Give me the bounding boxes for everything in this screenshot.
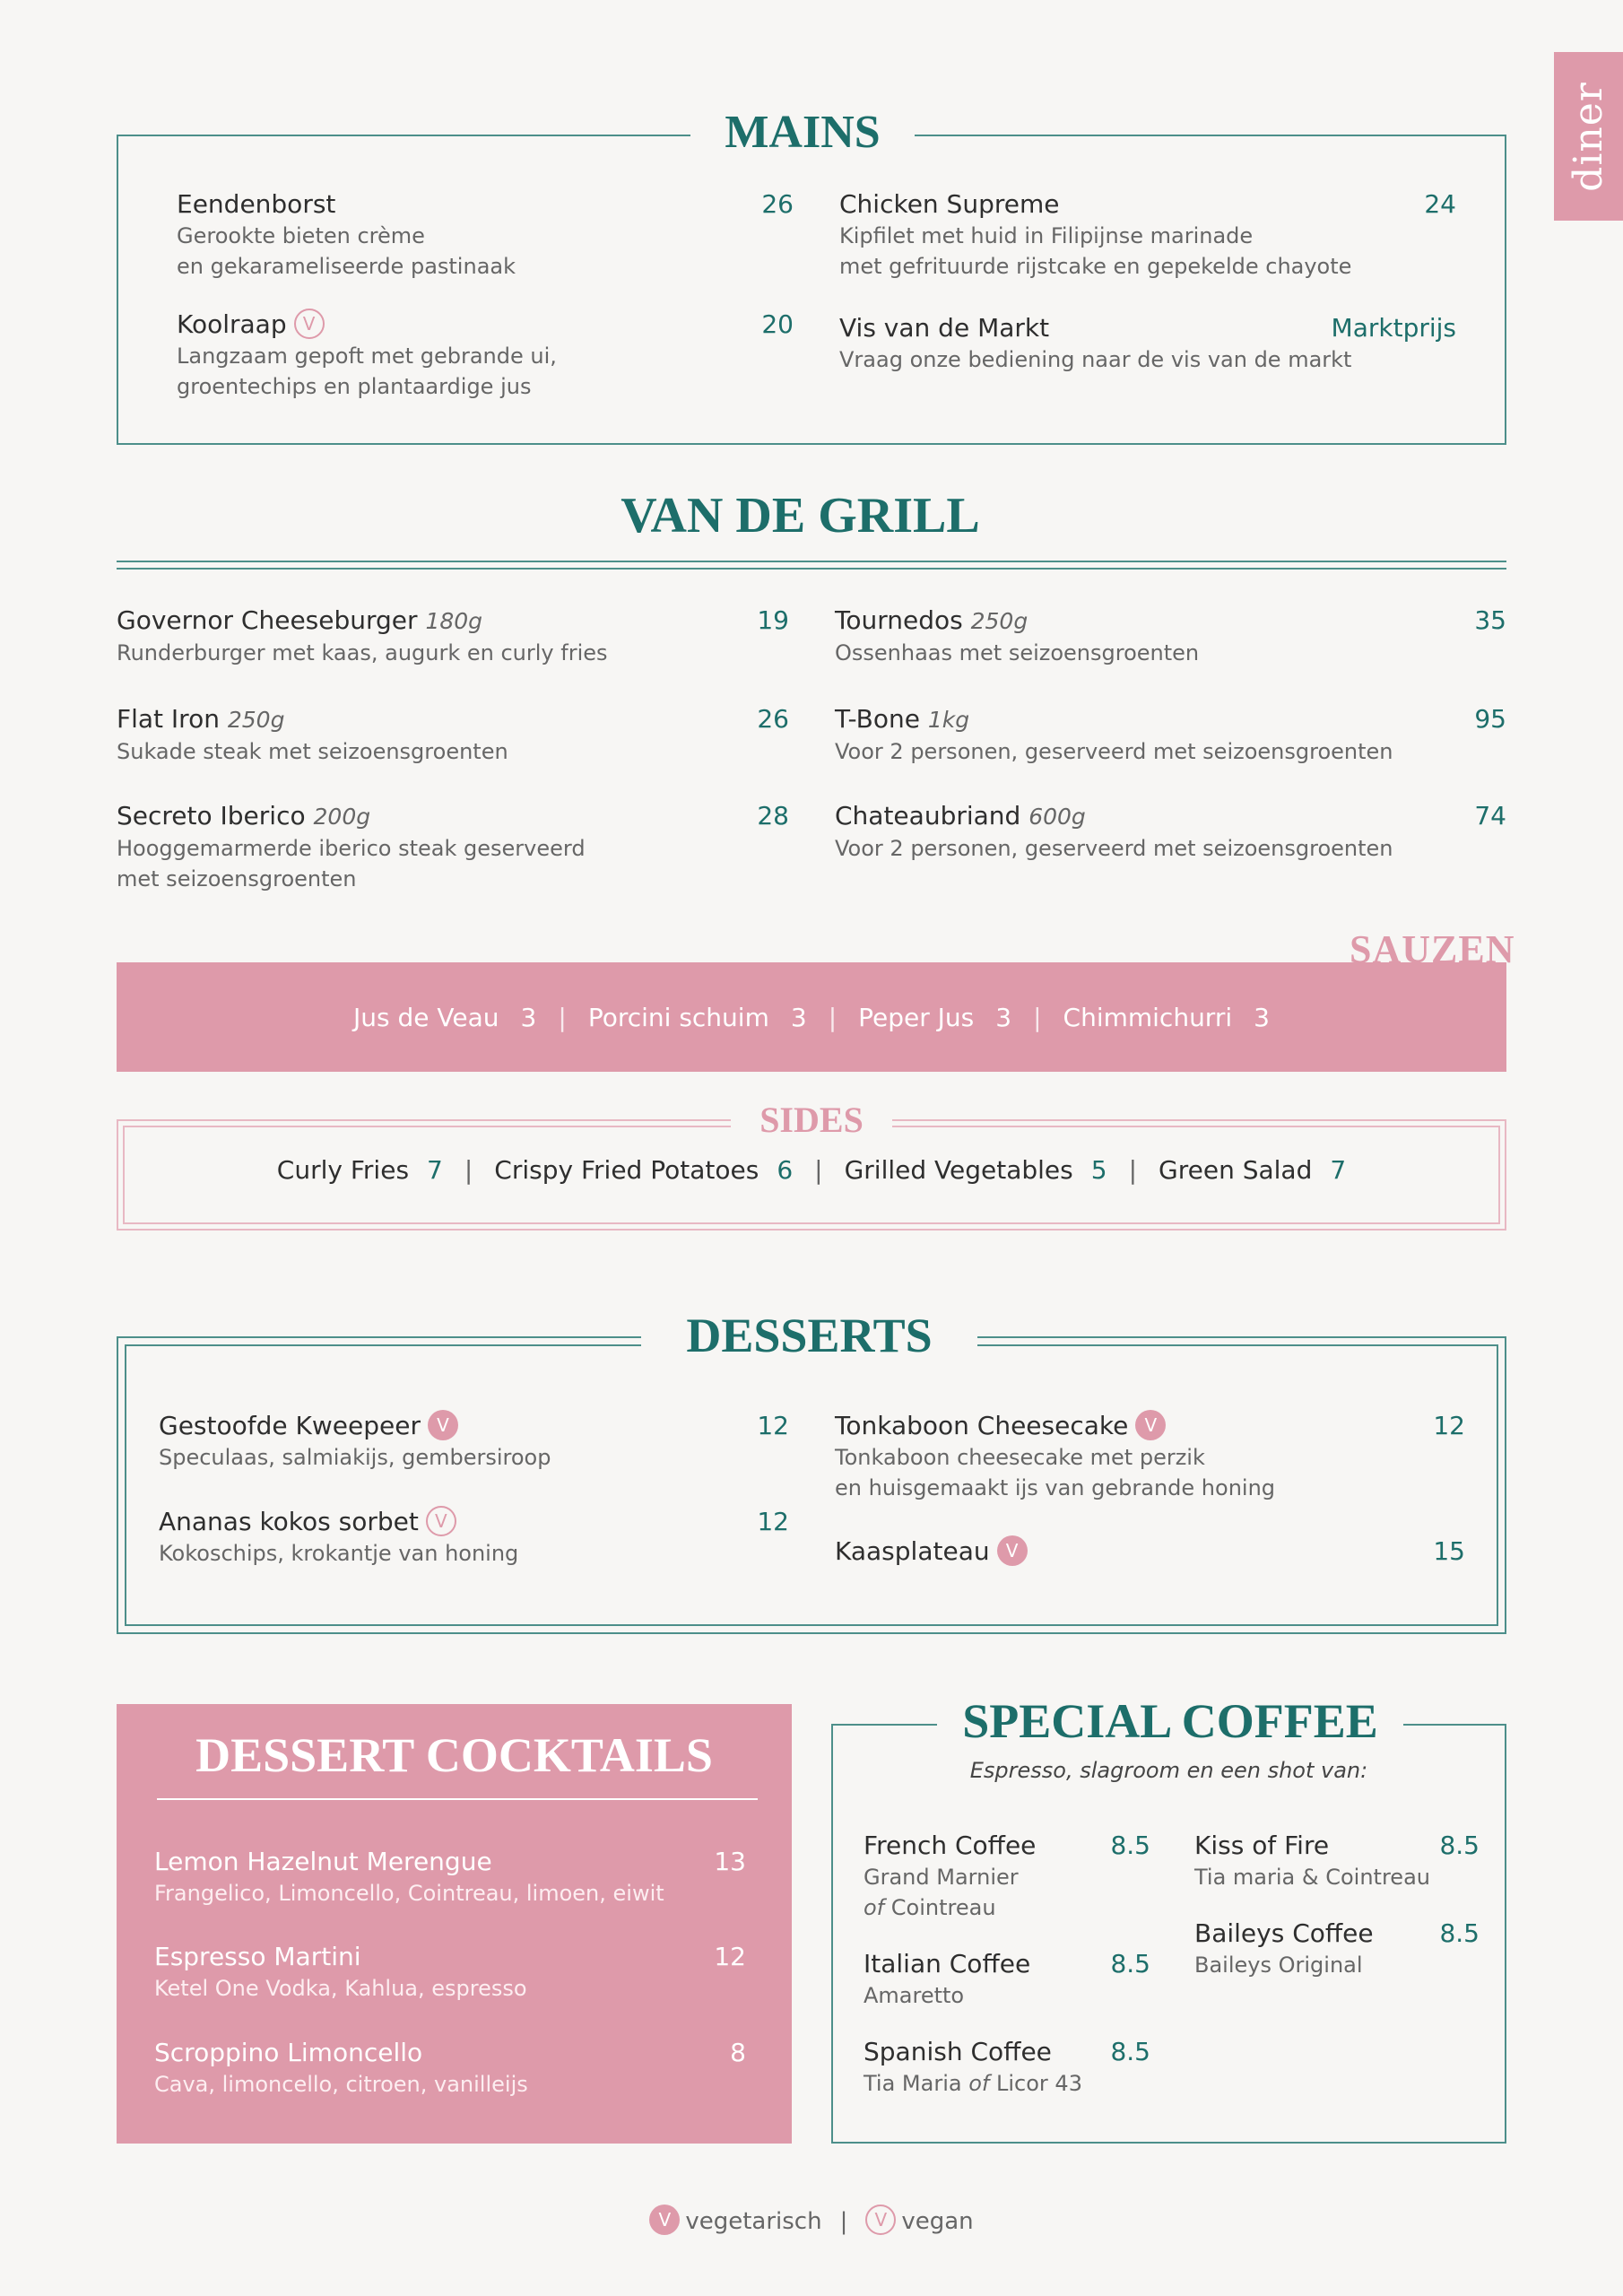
item-name: Tonkaboon Cheesecake xyxy=(835,1411,1129,1440)
item-price: 12 xyxy=(714,1942,746,1971)
item-price: 95 xyxy=(1474,704,1506,734)
item-desc: Amaretto xyxy=(864,1983,965,2008)
item-price: 26 xyxy=(757,704,789,734)
item-desc: Grand Marnier xyxy=(864,1865,1019,1890)
item-desc: Cava, limoncello, citroen, vanilleijs xyxy=(154,2072,528,2097)
side-price: 7 xyxy=(427,1155,443,1185)
menu-item xyxy=(159,1410,789,1473)
item-desc: Ketel One Vodka, Kahlua, espresso xyxy=(154,1976,527,2001)
sauce-price: 3 xyxy=(520,1002,537,1032)
coffee-subtitle: Espresso, slagroom en een shot van: xyxy=(969,1758,1368,1783)
mains-title: MAINS xyxy=(725,107,881,158)
coffee-title: SPECIAL COFFEE xyxy=(962,1694,1378,1748)
item-desc: Ossenhaas met seizoensgroenten xyxy=(835,640,1200,665)
item-desc: Runderburger met kaas, augurk en curly fries xyxy=(117,640,608,665)
separator: | xyxy=(464,1155,473,1185)
item-price: 19 xyxy=(757,605,789,635)
item-price: 26 xyxy=(761,189,794,219)
item-desc: Vraag onze bediening naar de vis van de markt xyxy=(839,347,1352,372)
separator: | xyxy=(828,1002,838,1032)
vegetarian-icon: V xyxy=(428,1410,458,1440)
side-price: 6 xyxy=(777,1155,794,1185)
item-desc: Hooggemarmerde iberico steak geserveerd met seizoensgroenten xyxy=(117,836,586,891)
item-name: Scroppino Limoncello xyxy=(154,2038,423,2067)
menu-item xyxy=(177,188,794,282)
sides-title: SIDES xyxy=(759,1100,864,1140)
item-name: French Coffee xyxy=(864,1831,1037,1860)
vegan-icon: V xyxy=(426,1506,456,1536)
item-name: Secreto Iberico xyxy=(117,801,306,831)
item-price: 8 xyxy=(730,2038,746,2067)
separator: | xyxy=(1033,1002,1042,1032)
item-name: Espresso Martini xyxy=(154,1942,361,1971)
legend-vegan-label: vegan xyxy=(901,2208,974,2235)
item-desc: Speculaas, salmiakijs, gembersiroop xyxy=(159,1445,551,1470)
grill-divider xyxy=(117,561,1506,562)
cocktails-divider xyxy=(157,1798,758,1800)
menu-item xyxy=(839,188,1456,282)
menu-item xyxy=(154,1941,746,2004)
item-price: 35 xyxy=(1474,605,1506,635)
menu-item xyxy=(117,703,789,767)
item-desc: Cointreau xyxy=(890,1895,996,1920)
item-name: Eendenborst xyxy=(177,189,336,219)
menu-item xyxy=(154,2037,746,2100)
grill-divider xyxy=(117,568,1506,570)
item-desc: Gerookte bieten crème en gekarameliseerde pastinaak xyxy=(177,223,516,279)
sauzen-bar xyxy=(117,962,1506,1072)
separator: | xyxy=(839,2208,848,2235)
menu-item xyxy=(864,1830,1150,1923)
item-name: Tournedos xyxy=(835,605,963,635)
item-name: Chicken Supreme xyxy=(839,189,1060,219)
side-price: 5 xyxy=(1090,1155,1107,1185)
sauce-name: Jus de Veau xyxy=(353,1002,499,1032)
sauce-price: 3 xyxy=(790,1002,807,1032)
item-name: Italian Coffee xyxy=(864,1949,1031,1979)
item-desc: Voor 2 personen, geserveerd met seizoensgroenten xyxy=(835,836,1393,861)
item-price: 8.5 xyxy=(1439,1918,1480,1948)
side-name: Grilled Vegetables xyxy=(844,1155,1073,1185)
menu-item xyxy=(1194,1830,1480,1892)
item-desc: Tia Maria xyxy=(864,2071,962,2096)
item-weight: 600g xyxy=(1028,804,1086,830)
sauce-name: Porcini schuim xyxy=(587,1002,769,1032)
menu-item xyxy=(117,800,789,894)
item-price: 8.5 xyxy=(1110,1949,1150,1979)
diner-tab xyxy=(1554,52,1623,221)
menu-item xyxy=(835,1410,1465,1503)
side-price: 7 xyxy=(1330,1155,1347,1185)
menu-item xyxy=(864,1948,1150,2011)
item-desc: Tonkaboon cheesecake met perzik en huisgemaakt ijs van gebrande honing xyxy=(835,1445,1276,1500)
item-name: Baileys Coffee xyxy=(1194,1918,1374,1948)
item-name: Chateaubriand xyxy=(835,801,1021,831)
item-desc-or: of xyxy=(864,1895,885,1920)
menu-item xyxy=(159,1506,789,1569)
separator: | xyxy=(558,1002,567,1032)
item-name: Lemon Hazelnut Merengue xyxy=(154,1847,492,1876)
separator: | xyxy=(1128,1155,1138,1185)
item-name: Governor Cheeseburger xyxy=(117,605,418,635)
item-weight: 200g xyxy=(313,804,371,830)
item-desc: Frangelico, Limoncello, Cointreau, limoen, eiwit xyxy=(154,1881,664,1906)
item-name: Kiss of Fire xyxy=(1194,1831,1330,1860)
item-desc: Kokoschips, krokantje van honing xyxy=(159,1541,519,1566)
cocktails-box xyxy=(117,1704,792,2144)
item-desc: Baileys Original xyxy=(1194,1952,1363,1978)
menu-item xyxy=(835,703,1506,767)
legend-vegetarian-label: vegetarisch xyxy=(685,2208,822,2235)
item-price: 28 xyxy=(757,801,789,831)
item-name: Vis van de Markt xyxy=(839,313,1050,343)
vegetarian-icon: V xyxy=(1135,1410,1166,1440)
item-desc-or: of xyxy=(968,2071,990,2096)
sauce-name: Peper Jus xyxy=(858,1002,975,1032)
desserts-title: DESSERTS xyxy=(686,1309,933,1362)
item-weight: 180g xyxy=(425,608,483,634)
vegetarian-icon: V xyxy=(997,1535,1028,1566)
side-name: Green Salad xyxy=(1159,1155,1313,1185)
item-desc-row xyxy=(864,2068,1150,2099)
menu-item xyxy=(864,2036,1150,2099)
menu-item xyxy=(117,604,789,668)
item-desc: Sukade steak met seizoensgroenten xyxy=(117,739,508,764)
item-price: 20 xyxy=(761,309,794,339)
item-desc: Licor 43 xyxy=(996,2071,1082,2096)
vegan-icon: V xyxy=(865,2205,896,2235)
item-name: Flat Iron xyxy=(117,704,220,734)
item-name: Koolraap xyxy=(177,309,287,339)
item-price: 24 xyxy=(1424,189,1456,219)
menu-item xyxy=(177,309,794,402)
item-price: 8.5 xyxy=(1439,1831,1480,1860)
vegetarian-icon: V xyxy=(649,2205,680,2235)
side-name: Curly Fries xyxy=(276,1155,410,1185)
item-name: Ananas kokos sorbet xyxy=(159,1507,419,1536)
sauce-price: 3 xyxy=(1254,1002,1270,1032)
item-desc: Tia maria & Cointreau xyxy=(1194,1865,1430,1890)
menu-item xyxy=(835,604,1506,668)
item-desc: Langzaam gepoft met gebrande ui, groentechips en plantaardige jus xyxy=(177,344,557,399)
item-weight: 250g xyxy=(970,608,1028,634)
menu-item xyxy=(835,1535,1465,1568)
item-price: 8.5 xyxy=(1110,1831,1150,1860)
item-name: Kaasplateau xyxy=(835,1536,990,1566)
separator: | xyxy=(814,1155,823,1185)
grill-title: VAN DE GRILL xyxy=(621,488,980,544)
item-name: T-Bone xyxy=(835,704,920,734)
item-desc-row xyxy=(864,1862,1150,1923)
diner-tab-label: diner xyxy=(1566,81,1611,192)
item-price: Marktprijs xyxy=(1331,313,1456,343)
item-desc: Voor 2 personen, geserveerd met seizoensgroenten xyxy=(835,739,1393,764)
item-price: 12 xyxy=(757,1411,789,1440)
item-price: 15 xyxy=(1433,1536,1465,1566)
item-price: 8.5 xyxy=(1110,2037,1150,2066)
item-price: 74 xyxy=(1474,801,1506,831)
item-weight: 250g xyxy=(227,707,285,733)
item-name: Spanish Coffee xyxy=(864,2037,1052,2066)
item-price: 12 xyxy=(1433,1411,1465,1440)
sauce-price: 3 xyxy=(995,1002,1012,1032)
sauce-name: Chimmichurri xyxy=(1063,1002,1233,1032)
menu-item xyxy=(839,312,1456,375)
item-desc: Kipfilet met huid in Filipijnse marinade met gefrituurde rijstcake en gepekelde chayote xyxy=(839,223,1352,279)
menu-item xyxy=(835,800,1506,864)
item-weight: 1kg xyxy=(927,707,970,733)
menu-item xyxy=(154,1846,746,1909)
legend xyxy=(0,2206,1623,2237)
item-price: 13 xyxy=(714,1847,746,1876)
side-name: Crispy Fried Potatoes xyxy=(494,1155,759,1185)
sides-list xyxy=(117,1155,1506,1185)
vegan-icon: V xyxy=(294,309,325,339)
sauzen-title: SAUZEN xyxy=(1350,927,1515,971)
cocktails-title: DESSERT COCKTAILS xyxy=(195,1728,713,1782)
item-name: Gestoofde Kweepeer xyxy=(159,1411,421,1440)
item-price: 12 xyxy=(757,1507,789,1536)
item-name-row xyxy=(177,309,794,341)
menu-item xyxy=(1194,1918,1480,1980)
